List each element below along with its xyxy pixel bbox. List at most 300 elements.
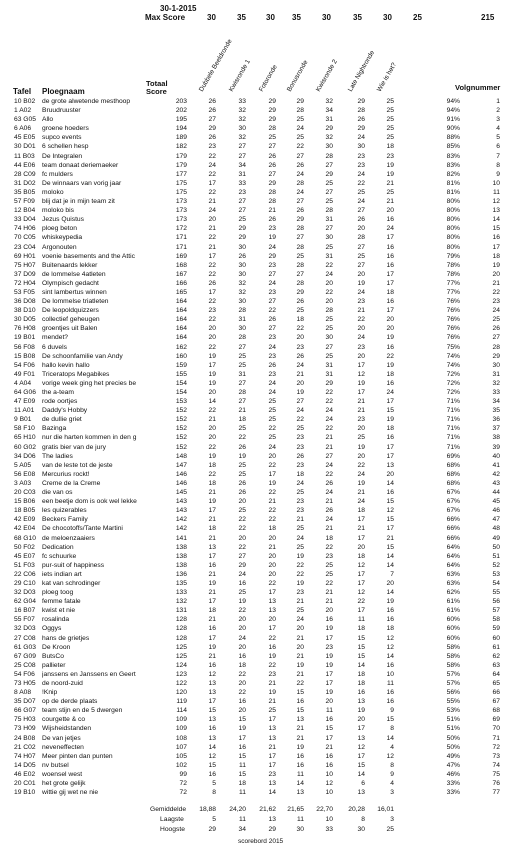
- round-score-cell: 25: [296, 543, 304, 551]
- round-score-cell: 17: [325, 670, 333, 678]
- team-name-cell: hans de grietjes: [42, 634, 90, 642]
- round-score-cell: 26: [325, 507, 333, 515]
- round-score-cell: 16: [325, 761, 333, 769]
- round-score-cell: 16: [208, 625, 216, 633]
- total-score-cell: 179: [175, 152, 187, 160]
- round-score-cell: 19: [357, 443, 365, 451]
- round-score-cell: 20: [296, 334, 304, 342]
- round-score-cell: 15: [357, 643, 365, 651]
- round-score-cell: 34: [238, 161, 246, 169]
- table-row: [0, 333, 506, 342]
- tafel-cell: 15 B06: [14, 498, 36, 506]
- round-score-cell: 17: [357, 389, 365, 396]
- table-row: [0, 743, 506, 752]
- round-score-cell: 11: [297, 770, 304, 778]
- round-score-cell: 21: [325, 434, 333, 442]
- round-score-cell: 15: [238, 752, 246, 760]
- round-score-cell: 24: [268, 279, 276, 287]
- round-score-cell: 13: [357, 789, 365, 797]
- round-score-cell: 19: [268, 479, 276, 487]
- tafel-header: Tafel: [13, 87, 32, 96]
- rank-cell: 13: [492, 207, 500, 215]
- round-score-cell: 20: [296, 625, 304, 633]
- round-score-cell: 18: [357, 625, 365, 633]
- round-score-cell: 24: [268, 379, 276, 387]
- round-score-cell: 21: [296, 370, 304, 378]
- tafel-cell: 75 H03: [14, 716, 36, 724]
- team-name-cell: mendet?: [42, 334, 69, 342]
- round-score-cell: 24: [296, 534, 304, 542]
- round-score-cell: 23: [268, 225, 276, 233]
- team-name-cell: ButsCo: [42, 652, 64, 660]
- round-score-cell: 17: [325, 734, 333, 742]
- round-score-cell: 17: [357, 752, 365, 760]
- round-score-cell: 12: [208, 752, 216, 760]
- round-score-cell: 20: [268, 570, 276, 578]
- footer-stat-value: 30: [296, 826, 304, 833]
- round-header: Wie is het?: [375, 61, 399, 93]
- round-score-cell: 26: [325, 479, 333, 487]
- team-name-cell: De Kroon: [42, 643, 71, 651]
- round-score-cell: 21: [296, 725, 304, 733]
- team-name-cell: fc schuurke: [42, 552, 77, 560]
- round-score-cell: 13: [268, 734, 276, 742]
- round-score-cell: 18: [238, 780, 246, 788]
- round-score-cell: 23: [357, 161, 365, 169]
- round-score-cell: 18: [268, 525, 276, 533]
- round-score-cell: 15: [357, 634, 365, 642]
- round-score-cell: 22: [208, 298, 216, 306]
- team-name-cell: nur die harten kommen in den g: [42, 434, 137, 442]
- table-row: [0, 788, 506, 797]
- percentage-cell: 57%: [446, 680, 460, 687]
- round-score-cell: 14: [386, 652, 394, 660]
- round-score-cell: 29: [325, 170, 333, 178]
- rank-cell: 76: [492, 780, 500, 788]
- rank-cell: 29: [492, 352, 500, 360]
- round-score-cell: 19: [357, 479, 365, 487]
- table-row: [0, 188, 506, 197]
- round-score-cell: 17: [208, 634, 216, 642]
- round-score-cell: 25: [238, 470, 246, 478]
- round-score-cell: 25: [268, 707, 276, 715]
- table-row: [0, 179, 506, 188]
- round-score-cell: 21: [268, 498, 276, 506]
- round-score-cell: 24: [325, 407, 333, 415]
- rank-cell: 21: [492, 279, 500, 287]
- team-name-cell: Meer pinten dan punten: [42, 752, 113, 760]
- round-score-cell: 16: [386, 616, 394, 624]
- round-score-cell: 22: [268, 516, 276, 524]
- tafel-cell: 53 F05: [14, 288, 35, 296]
- round-score-cell: 32: [325, 98, 333, 105]
- round-score-cell: 25: [296, 307, 304, 315]
- percentage-cell: 72%: [446, 379, 460, 387]
- team-name-cell: de grote alwetende mesthoop: [42, 98, 131, 105]
- total-score-header: Totaal Score: [146, 79, 168, 96]
- percentage-cell: 72%: [446, 389, 460, 396]
- round-score-cell: 22: [208, 152, 216, 160]
- total-score-cell: 153: [175, 398, 187, 406]
- round-score-cell: 16: [238, 743, 246, 751]
- rank-cell: 23: [492, 298, 500, 306]
- percentage-cell: 80%: [446, 198, 460, 206]
- table-row: [0, 115, 506, 124]
- tafel-cell: 8 A08: [14, 689, 32, 697]
- total-score-cell: 173: [175, 198, 187, 206]
- round-score-cell: 31: [238, 316, 246, 324]
- percentage-cell: 50%: [446, 734, 460, 742]
- team-name-cell: Buitenaards lekker: [42, 261, 98, 269]
- table-row: [0, 233, 506, 242]
- round-score-cell: 18: [238, 416, 246, 424]
- team-name-cell: de meloenzaaiers: [42, 534, 95, 542]
- round-score-cell: 13: [357, 734, 365, 742]
- round-score-cell: 20: [386, 579, 394, 587]
- rank-cell: 45: [492, 498, 500, 506]
- round-score-cell: 20: [208, 325, 216, 333]
- percentage-cell: 82%: [446, 170, 460, 178]
- round-score-cell: 20: [357, 352, 365, 360]
- round-score-cell: 23: [325, 552, 333, 560]
- round-score-cell: 21: [296, 634, 304, 642]
- round-score-cell: 20: [238, 616, 246, 624]
- round-score-cell: 28: [296, 243, 304, 251]
- team-name-cell: team donaat deriemaeker: [42, 161, 119, 169]
- percentage-cell: 55%: [446, 698, 460, 706]
- table-row: [0, 479, 506, 488]
- round-score-cell: 15: [296, 707, 304, 715]
- round-score-cell: 19: [325, 625, 333, 633]
- rank-cell: 35: [492, 407, 500, 415]
- percentage-cell: 80%: [446, 225, 460, 233]
- percentage-cell: 58%: [446, 661, 460, 669]
- table-row: [0, 215, 506, 224]
- round-score-cell: 18: [208, 461, 216, 469]
- table-row: [0, 497, 506, 506]
- table-row: [0, 106, 506, 115]
- round-score-cell: 16: [296, 698, 304, 706]
- round-score-cell: 4: [390, 780, 394, 788]
- total-score-cell: 145: [175, 489, 187, 497]
- table-row: [0, 534, 506, 543]
- total-score-cell: 131: [175, 607, 187, 615]
- team-name-cell: kat van schrodinger: [42, 579, 101, 587]
- round-score-cell: 15: [386, 407, 394, 415]
- tafel-cell: 14 D05: [14, 761, 36, 769]
- round-score-cell: 22: [296, 416, 304, 424]
- total-score-cell: 164: [175, 316, 187, 324]
- round-score-cell: 18: [357, 552, 365, 560]
- percentage-cell: 83%: [446, 161, 460, 169]
- round-score-cell: 23: [268, 288, 276, 296]
- round-score-cell: 14: [357, 661, 365, 669]
- round-score-cell: 21: [208, 198, 216, 206]
- round-score-cell: 17: [238, 734, 246, 742]
- round-score-cell: 26: [357, 116, 365, 124]
- percentage-cell: 78%: [446, 261, 460, 269]
- total-score-cell: 172: [175, 225, 187, 233]
- round-score-cell: 10: [325, 770, 333, 778]
- round-score-cell: 29: [268, 107, 276, 115]
- percentage-cell: 50%: [446, 743, 460, 751]
- round-score-cell: 20: [357, 425, 365, 433]
- rank-cell: 37: [492, 425, 500, 433]
- total-score-cell: 120: [175, 689, 187, 697]
- percentage-cell: 71%: [446, 434, 460, 442]
- round-score-cell: 23: [357, 298, 365, 306]
- table-row: [0, 406, 506, 415]
- round-score-cell: 21: [357, 525, 365, 533]
- round-score-cell: 23: [296, 434, 304, 442]
- round-score-cell: 16: [296, 761, 304, 769]
- round-score-cell: 21: [296, 734, 304, 742]
- round-score-cell: 24: [268, 389, 276, 396]
- round-score-cell: 29: [325, 125, 333, 133]
- max-score-value: 35: [237, 13, 246, 22]
- round-score-cell: 29: [296, 98, 304, 105]
- round-score-cell: 25: [268, 407, 276, 415]
- percentage-cell: 91%: [446, 116, 460, 124]
- rank-cell: 33: [492, 389, 500, 396]
- team-name-cell: whiskeypedia: [42, 234, 83, 242]
- total-score-cell: 135: [175, 579, 187, 587]
- round-score-cell: 22: [208, 261, 216, 269]
- round-score-cell: 18: [357, 670, 365, 678]
- round-score-cell: 24: [268, 243, 276, 251]
- round-score-cell: 21: [325, 598, 333, 606]
- total-score-cell: 109: [175, 716, 187, 724]
- round-score-cell: 18: [386, 625, 394, 633]
- round-score-cell: 19: [208, 379, 216, 387]
- round-score-cell: 19: [238, 452, 246, 460]
- round-score-cell: 21: [208, 616, 216, 624]
- round-score-cell: 19: [357, 379, 365, 387]
- percentage-cell: 53%: [446, 707, 460, 715]
- round-score-cell: 24: [325, 416, 333, 424]
- round-score-cell: 26: [296, 298, 304, 306]
- round-score-cell: 16: [386, 216, 394, 224]
- round-score-cell: 27: [268, 325, 276, 333]
- rank-cell: 67: [492, 698, 500, 706]
- rank-cell: 36: [492, 416, 500, 424]
- table-row: [0, 243, 506, 252]
- round-score-cell: 19: [208, 498, 216, 506]
- round-score-cell: 21: [208, 516, 216, 524]
- round-score-cell: 23: [296, 343, 304, 351]
- round-score-cell: 29: [357, 98, 365, 105]
- table-row: [0, 315, 506, 324]
- round-score-cell: 28: [357, 234, 365, 242]
- tafel-cell: 42 E04: [14, 525, 36, 533]
- round-score-cell: 27: [325, 188, 333, 196]
- percentage-cell: 67%: [446, 489, 460, 497]
- total-score-cell: 160: [175, 352, 187, 360]
- round-score-cell: 21: [208, 416, 216, 424]
- round-score-cell: 16: [386, 261, 394, 269]
- percentage-cell: 68%: [446, 479, 460, 487]
- round-score-cell: 25: [296, 252, 304, 260]
- table-row: [0, 370, 506, 379]
- rank-cell: 69: [492, 716, 500, 724]
- footer-stat-value: 21,62: [259, 806, 276, 813]
- footer-stat-value: 11: [297, 816, 304, 823]
- round-score-cell: 26: [238, 479, 246, 487]
- total-score-cell: 102: [175, 761, 187, 769]
- percentage-cell: 62%: [446, 589, 460, 597]
- round-score-cell: 13: [296, 789, 304, 797]
- round-score-cell: 21: [386, 534, 394, 542]
- total-score-cell: 152: [175, 434, 187, 442]
- percentage-cell: 69%: [446, 452, 460, 460]
- round-score-cell: 21: [208, 225, 216, 233]
- round-score-cell: 16: [325, 752, 333, 760]
- total-score-cell: 146: [175, 470, 187, 478]
- round-score-cell: 19: [386, 161, 394, 169]
- team-name-cell: team stijn en de 5 dwergen: [42, 707, 123, 715]
- rank-cell: 2: [496, 107, 500, 115]
- total-score-cell: 169: [175, 252, 187, 260]
- percentage-cell: 94%: [446, 98, 460, 105]
- round-score-cell: 17: [268, 761, 276, 769]
- footer-stat-value: 34: [238, 826, 246, 833]
- round-score-cell: 20: [238, 498, 246, 506]
- round-score-cell: 23: [268, 334, 276, 342]
- percentage-cell: 74%: [446, 361, 460, 369]
- round-score-cell: 22: [357, 316, 365, 324]
- round-score-cell: 22: [238, 516, 246, 524]
- rank-cell: 43: [492, 479, 500, 487]
- total-score-cell: 171: [175, 234, 187, 242]
- footer-stat-value: 11: [239, 816, 246, 823]
- round-score-cell: 24: [268, 443, 276, 451]
- percentage-cell: 51%: [446, 716, 460, 724]
- team-name-cell: woensel west: [42, 770, 83, 778]
- round-score-cell: 8: [390, 725, 394, 733]
- round-score-cell: 17: [325, 634, 333, 642]
- round-score-cell: 26: [296, 161, 304, 169]
- round-score-cell: 28: [296, 225, 304, 233]
- round-score-cell: 28: [238, 389, 246, 396]
- round-score-cell: 26: [208, 107, 216, 115]
- round-score-cell: 17: [357, 534, 365, 542]
- round-score-cell: 17: [325, 680, 333, 687]
- rank-cell: 73: [492, 752, 500, 760]
- round-score-cell: 22: [268, 661, 276, 669]
- percentage-cell: 79%: [446, 252, 460, 260]
- round-score-cell: 21: [208, 652, 216, 660]
- round-score-cell: 17: [386, 234, 394, 242]
- round-score-cell: 22: [268, 634, 276, 642]
- round-score-cell: 16: [386, 607, 394, 615]
- round-score-cell: 25: [325, 179, 333, 187]
- tafel-cell: 10 B02: [14, 98, 36, 105]
- round-score-cell: 17: [386, 270, 394, 278]
- round-score-cell: 21: [386, 198, 394, 206]
- team-name-cell: Dedication: [42, 543, 74, 551]
- tafel-cell: 36 D08: [14, 298, 36, 306]
- round-score-cell: 4: [390, 743, 394, 751]
- round-score-cell: 12: [386, 643, 394, 651]
- max-score-value: 30: [322, 13, 331, 22]
- percentage-cell: 71%: [446, 407, 460, 415]
- round-score-cell: 29: [238, 234, 246, 242]
- table-row: [0, 170, 506, 179]
- rank-cell: 57: [492, 607, 500, 615]
- team-name-cell: gratis bier van de jury: [42, 443, 106, 451]
- tafel-cell: 20 C03: [14, 489, 36, 497]
- round-score-cell: 24: [325, 489, 333, 497]
- round-score-cell: 9: [390, 770, 394, 778]
- table-row: [0, 761, 506, 770]
- table-row: [0, 306, 506, 315]
- round-score-cell: 29: [357, 125, 365, 133]
- total-score-cell: 168: [175, 261, 187, 269]
- percentage-cell: 64%: [446, 552, 460, 560]
- tafel-cell: 31 D02: [14, 179, 36, 187]
- percentage-cell: 67%: [446, 507, 460, 515]
- percentage-cell: 64%: [446, 543, 460, 551]
- total-score-cell: 109: [175, 725, 187, 733]
- round-score-cell: 5: [212, 780, 216, 788]
- team-name-cell: Allo: [42, 116, 54, 124]
- round-score-cell: 22: [208, 270, 216, 278]
- round-header: Bonusronde: [285, 59, 310, 93]
- percentage-cell: 66%: [446, 525, 460, 533]
- footer-stat-value: 8: [361, 816, 365, 823]
- table-row: [0, 552, 506, 561]
- rank-cell: 53: [492, 570, 500, 578]
- team-name-cell: rode oortjes: [42, 398, 78, 406]
- round-score-cell: 22: [268, 307, 276, 315]
- team-name-cell: Creme de la Creme: [42, 479, 101, 487]
- round-score-cell: 21: [296, 652, 304, 660]
- rank-cell: 51: [492, 552, 500, 560]
- table-row: [0, 634, 506, 643]
- percentage-cell: 49%: [446, 752, 460, 760]
- total-score-cell: 143: [175, 498, 187, 506]
- round-score-cell: 18: [296, 316, 304, 324]
- round-score-cell: 19: [208, 579, 216, 587]
- round-score-cell: 33: [238, 179, 246, 187]
- table-row: [0, 706, 506, 715]
- team-name-cell: groentjes uit Balen: [42, 325, 98, 333]
- rank-cell: 47: [492, 516, 500, 524]
- round-score-cell: 22: [208, 316, 216, 324]
- percentage-cell: 68%: [446, 470, 460, 478]
- team-name-cell: die van os: [42, 489, 73, 497]
- rank-cell: 54: [492, 579, 500, 587]
- round-score-cell: 24: [208, 161, 216, 169]
- rank-cell: 70: [492, 725, 500, 733]
- round-score-cell: 15: [208, 761, 216, 769]
- round-score-cell: 22: [325, 398, 333, 406]
- table-row: [0, 597, 506, 606]
- team-name-cell: Bazinga: [42, 425, 67, 433]
- round-score-cell: 24: [357, 334, 365, 342]
- round-score-cell: 20: [208, 425, 216, 433]
- total-score-cell: 159: [175, 361, 187, 369]
- round-score-cell: 19: [268, 234, 276, 242]
- round-score-cell: 13: [268, 780, 276, 788]
- round-score-cell: 25: [357, 434, 365, 442]
- round-score-cell: 25: [238, 352, 246, 360]
- team-name-cell: supco events: [42, 134, 82, 142]
- round-score-cell: 18: [386, 143, 394, 151]
- round-score-cell: 28: [296, 179, 304, 187]
- round-score-cell: 25: [238, 461, 246, 469]
- round-score-cell: 20: [325, 298, 333, 306]
